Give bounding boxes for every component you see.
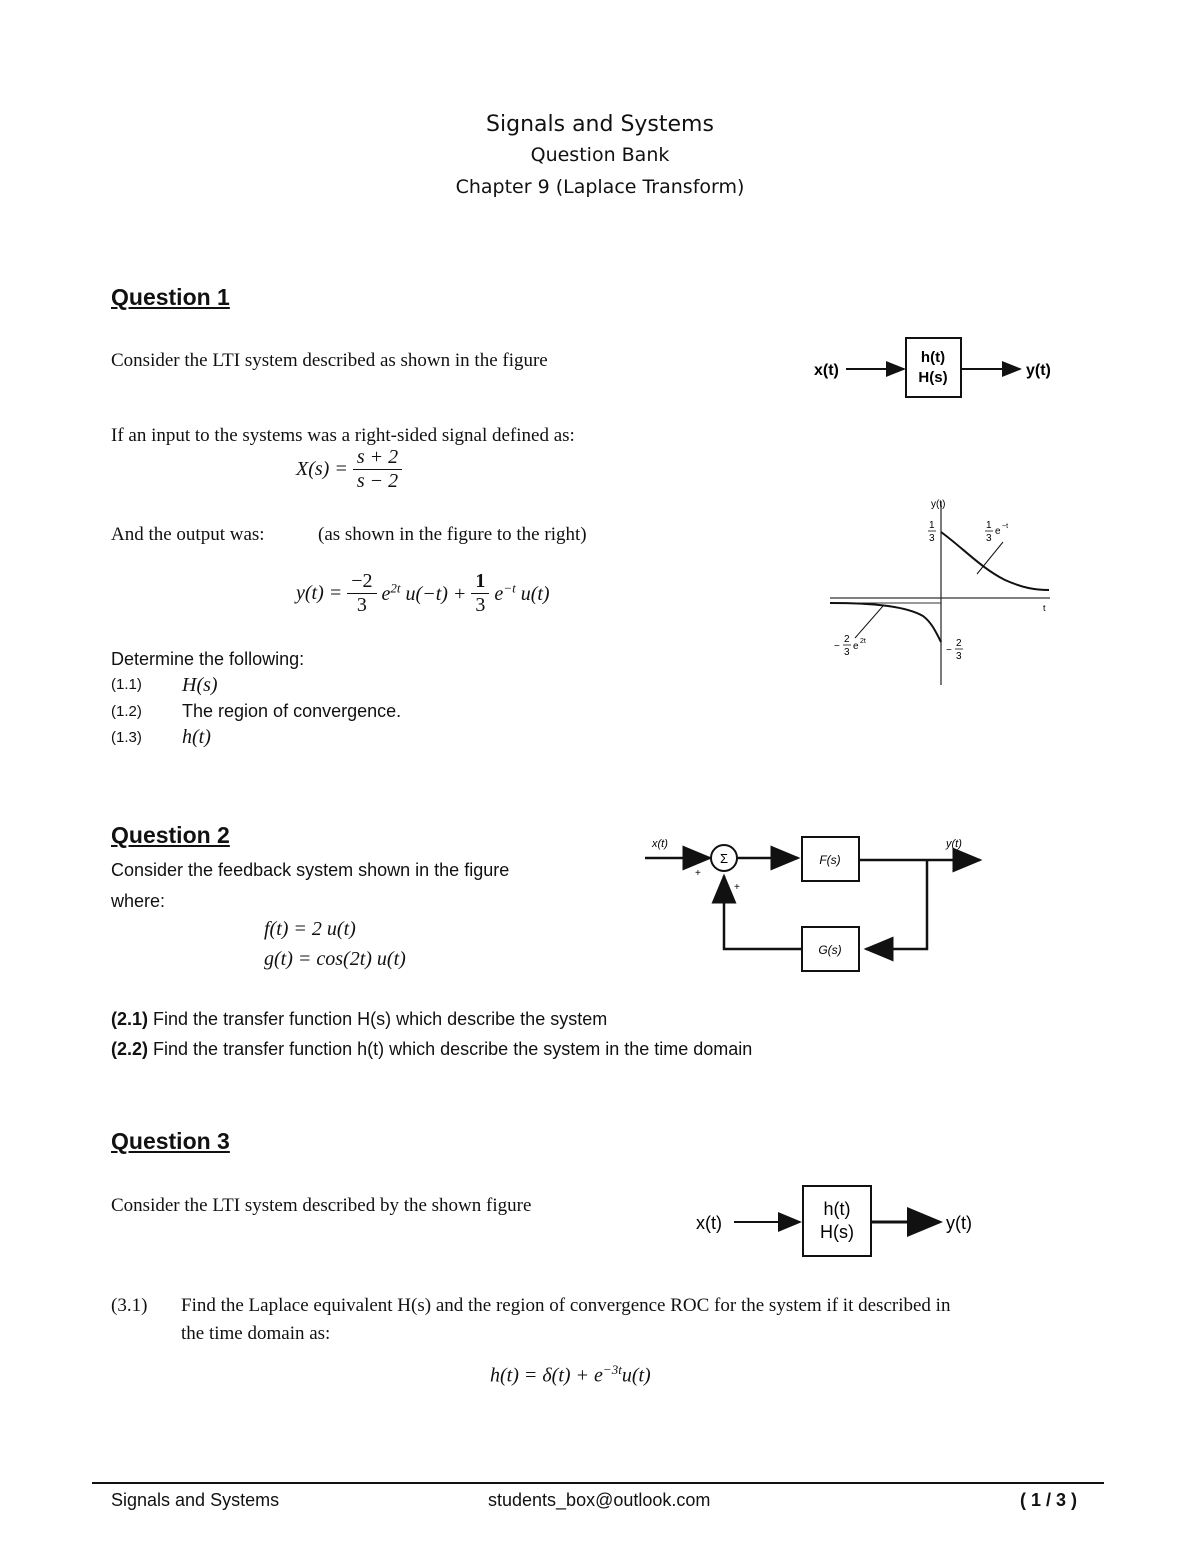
q3-h-rest: u(t) (621, 1364, 651, 1387)
q1-output-graph (825, 490, 1060, 690)
q2-plus-2: + (734, 882, 740, 893)
q1-graph-ylabel: y(t) (931, 499, 946, 510)
q3-item-num: (3.1) (111, 1295, 148, 1316)
q1-graph-curve-exp-sup: −t (1002, 523, 1009, 530)
q3-block-output: y(t) (946, 1213, 972, 1233)
q3-block-diagram (690, 1178, 990, 1266)
q1-block-line1: h(t) (920, 349, 946, 366)
q1-graph-curve-num: 1 (986, 520, 992, 531)
q2-diagram-output: y(t) (946, 838, 962, 850)
doc-subtitle: Question Bank (530, 144, 670, 166)
doc-title: Signals and Systems (486, 112, 714, 137)
q1-xs-num: s + 2 (353, 446, 402, 470)
q1-item-3-num: (1.3) (111, 729, 142, 746)
q1-output-text: And the output was: (111, 524, 265, 545)
q1-graph-bottom-den: 3 (956, 651, 962, 662)
q1-graph-xlabel: t (1043, 603, 1046, 613)
q3-block-input: x(t) (696, 1213, 722, 1233)
q1-graph-curve-den: 3 (986, 533, 992, 544)
q1-y-t2-sup: −t (503, 580, 516, 596)
footer-page-number: ( 1 / 3 ) (1020, 1490, 1078, 1510)
q1-xs-den: s − 2 (356, 470, 399, 492)
footer-email: students_box@outlook.com (488, 1490, 711, 1510)
q1-graph-neg-sign: − (834, 641, 840, 652)
q3-item-text-1: Find the Laplace equivalent H(s) and the region of convergence ROC for the system if it described in (181, 1295, 951, 1316)
q1-input-text: If an input to the systems was a right-sided signal defined as: (111, 425, 575, 446)
q1-y-t2: e (494, 583, 504, 606)
q3-h-sup: −3t (602, 1362, 622, 1377)
q2-where: where: (111, 891, 166, 911)
q1-item-1-text: H(s) (182, 674, 218, 696)
q1-block-output: y(t) (1026, 362, 1051, 379)
q3-item-text-2: the time domain as: (181, 1323, 331, 1344)
q1-block-line2: H(s) (918, 369, 948, 386)
q1-graph-neg-exp: e (853, 641, 859, 652)
q1-graph-neg-num: 2 (844, 634, 850, 645)
q1-system-block (906, 338, 961, 397)
q2-feedback-path (866, 860, 927, 949)
q1-y-equation (296, 570, 550, 617)
q2-diagram-input: x(t) (652, 838, 668, 850)
q2-item-1-text: Find the transfer function H(s) which describe the system (153, 1009, 608, 1029)
q2-f-equation: f(t) = 2 u(t) (264, 918, 356, 940)
q1-block-input: x(t) (814, 362, 839, 379)
q1-graph-neg-den: 3 (844, 647, 850, 658)
q1-graph-bottom-num: 2 (956, 638, 962, 649)
q3-h-lhs: h(t) = δ(t) + e (490, 1364, 603, 1387)
q1-y-f2-den: 3 (475, 594, 486, 616)
q2-item-2 (111, 1039, 752, 1060)
q2-intro: Consider the feedback system shown in the figure (111, 860, 510, 880)
q3-block-line2: H(s) (820, 1222, 854, 1242)
footer-left: Signals and Systems (111, 1490, 280, 1510)
q2-g-equation: g(t) = cos(2t) u(t) (264, 948, 406, 970)
doc-chapter: Chapter 9 (Laplace Transform) (455, 176, 745, 198)
q1-graph-right-curve (941, 532, 1049, 590)
q1-y-t1-sup: 2t (390, 580, 401, 596)
q1-item-2-num: (1.2) (111, 703, 142, 720)
q2-plus-1: + (695, 868, 701, 879)
q2-feedback-diagram (640, 830, 990, 980)
q1-output-note: (as shown in the figure to the right) (318, 524, 587, 545)
q1-y-f2-num: 1 (471, 570, 489, 594)
q1-item-2-text: The region of convergence. (182, 701, 402, 721)
q2-sum-symbol: Σ (719, 851, 729, 866)
q3-h-equation (490, 1362, 651, 1388)
q1-title: Question 1 (111, 284, 230, 310)
q2-g-block-label: G(s) (818, 943, 842, 957)
q1-graph-top-den: 3 (929, 533, 935, 544)
q1-graph-curve-exp: e (995, 526, 1001, 537)
q1-item-1-num: (1.1) (111, 676, 142, 693)
q1-graph-bottom-sign: − (946, 645, 952, 656)
q1-graph-top-num: 1 (929, 520, 935, 531)
q2-item-2-num: (2.2) (111, 1039, 149, 1059)
q1-graph-neg-exp-sup: 2t (860, 638, 866, 645)
q3-block-line1: h(t) (823, 1199, 851, 1219)
q1-determine: Determine the following: (111, 649, 305, 669)
q2-f-block-label: F(s) (819, 853, 841, 867)
q1-intro: Consider the LTI system described as shown in the figure (111, 350, 548, 371)
q2-item-2-text: Find the transfer function h(t) which describe the system in the time domain (153, 1039, 753, 1059)
q1-block-diagram (800, 330, 1070, 410)
q3-system-block (803, 1186, 871, 1256)
q1-graph-neg-pointer (855, 606, 883, 638)
q1-item-3-text: h(t) (182, 726, 211, 748)
q2-title: Question 2 (111, 822, 230, 848)
q2-item-1 (111, 1009, 607, 1030)
footer-rule (92, 1482, 1104, 1484)
q1-y-t1-rest: u(−t) + (405, 583, 467, 606)
q2-item-1-num: (2.1) (111, 1009, 149, 1029)
q1-xs-lhs: X(s) = (296, 458, 348, 480)
q1-y-t2-rest: u(t) (520, 583, 550, 606)
q3-title: Question 3 (111, 1128, 230, 1154)
q1-y-f1-den: 3 (356, 594, 367, 616)
q1-y-f1-num: −2 (347, 570, 376, 594)
q1-y-lhs: y(t) = (296, 582, 343, 604)
q1-xs-equation (296, 446, 402, 493)
q1-graph-curve-pointer (977, 542, 1003, 574)
q3-intro: Consider the LTI system described by the shown figure (111, 1195, 532, 1216)
q1-y-t1: e (381, 583, 391, 606)
